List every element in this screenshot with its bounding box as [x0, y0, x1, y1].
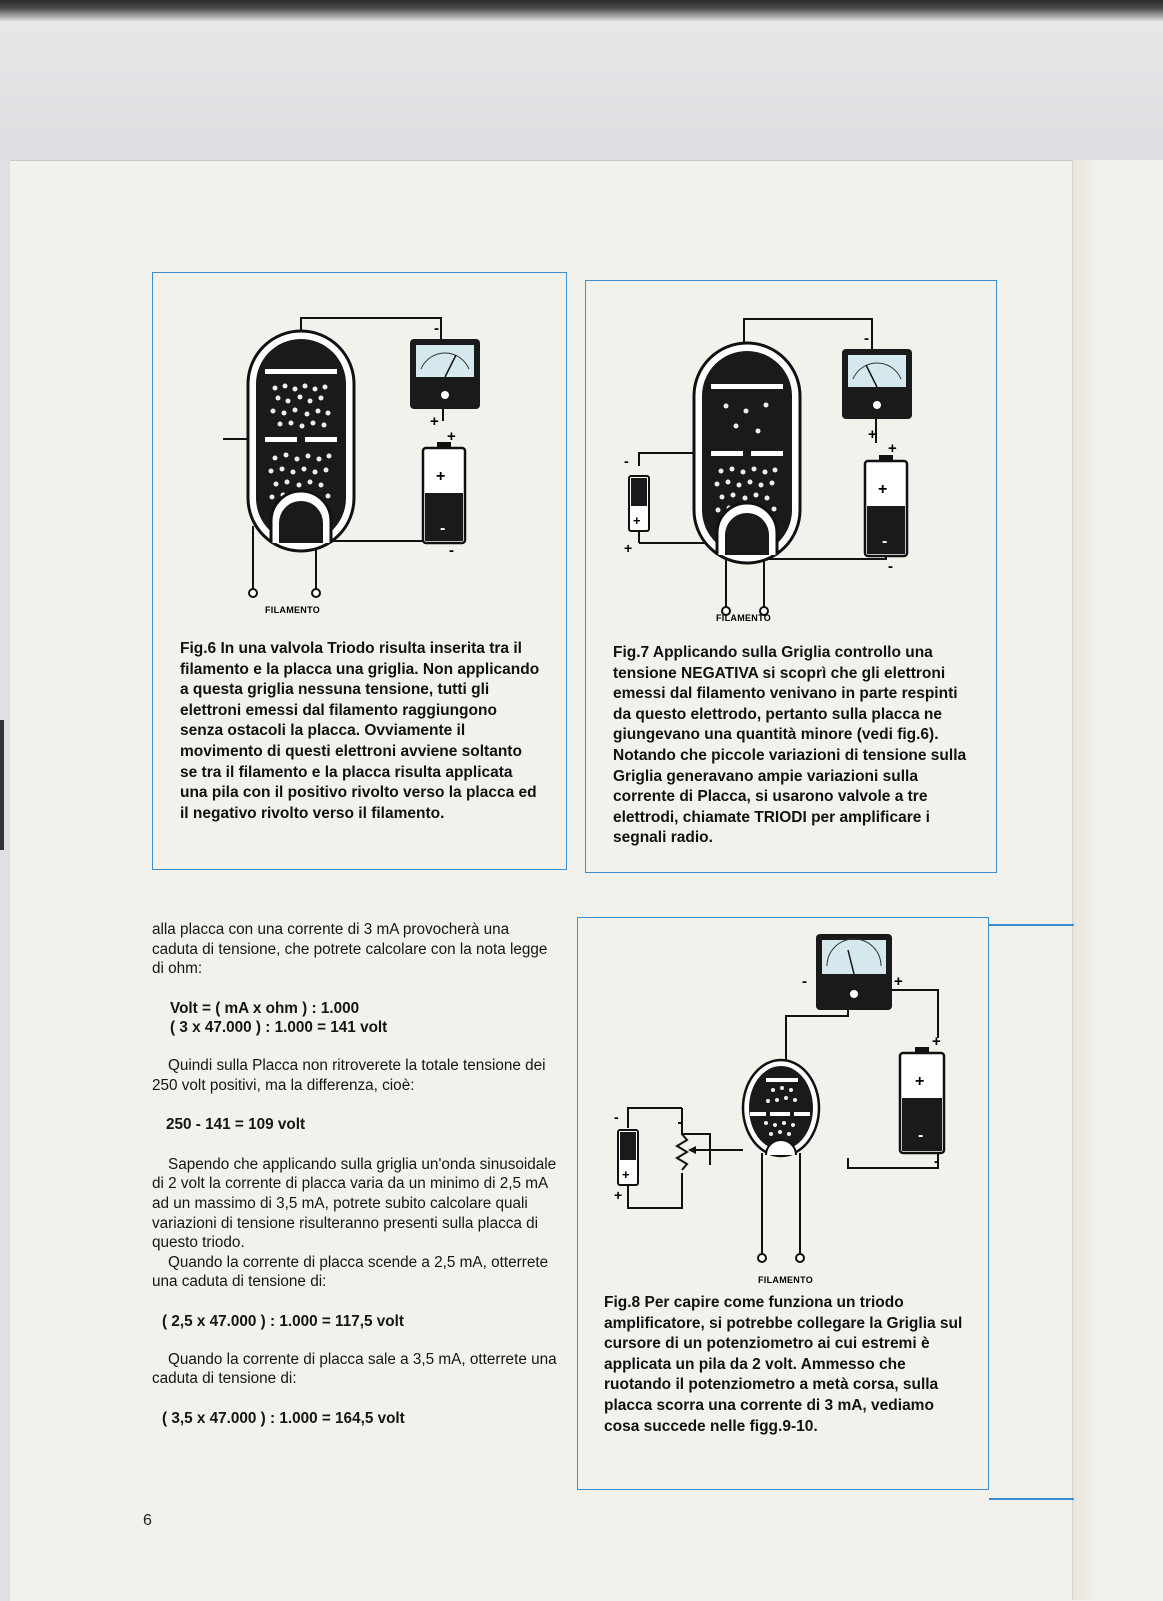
page-number: 6 [143, 1512, 152, 1529]
svg-text:+: + [622, 1167, 630, 1182]
paragraph-3: Sapendo che applicando sulla griglia un'onda sinusoidale di 2 volt la corrente di placca varia da un minimo di 2,5 mA ad un massimo di 3,5 mA, potrete subito calcolare quali variazioni di tensione risulteranno presenti sulla placca di questo triodo. [152, 1155, 557, 1252]
adjacent-page-edge [1072, 160, 1163, 1600]
equation-164: ( 3,5 x 47.000 ) : 1.000 = 164,5 volt [162, 1409, 405, 1427]
svg-text:-: - [449, 542, 454, 559]
svg-text:+: + [614, 1187, 623, 1203]
svg-text:+: + [447, 428, 456, 445]
svg-text:+: + [624, 540, 633, 556]
svg-text:+: + [932, 1033, 941, 1050]
fig6-diagram [153, 273, 565, 613]
svg-text:+: + [633, 513, 641, 528]
paragraph-2: Quindi sulla Placca non ritroverete la totale tensione dei 250 volt positivi, ma la differenza, cioè: [152, 1056, 546, 1094]
fig8-bottom-rule [989, 1498, 1074, 1500]
svg-text:+: + [868, 426, 877, 443]
svg-text:-: - [440, 520, 446, 537]
fig8-caption: Fig.8 Per capire come funziona un triodo amplificatore, si potrebbe collegare la Griglia sul cursore di un potenziometro ai cui estremi è applicata un pila da 2 volt. Ammesso che ruotando il potenziometro a metà corsa, sulla placca scorra una corrente di 3 mA, vediamo cosa succede nelle figg.9-10. [604, 1294, 963, 1435]
article-body [152, 920, 558, 1428]
fig6-filament-label: FILAMENTO [265, 605, 321, 613]
equation-109: 250 - 141 = 109 volt [166, 1116, 306, 1134]
svg-text:+: + [888, 440, 897, 457]
fig8-top-rule [989, 924, 1074, 926]
svg-text:-: - [864, 330, 869, 347]
fig7-caption: Fig.7 Applicando sulla Griglia controllo una tensione NEGATIVA si scoprì che gli elettroni emessi dal filamento venivano in parte respinti da questo elettrodo, pertanto sulla placca ne giungevano una quantità minore (vedi fig.6). Notando che piccole variazioni di tensione sulla Griglia generavano ampie variazioni sulla corrente di Placca, si usarono valvole a tre elettrodi, chiamate TRIODI per amplificare i segnali radio. [613, 644, 967, 847]
svg-text:-: - [434, 320, 439, 337]
svg-text:-: - [882, 533, 888, 550]
svg-text:+: + [915, 1073, 925, 1090]
svg-text:+: + [894, 973, 903, 990]
paragraph-1: alla placca con una corrente di 3 mA provocherà una caduta di tensione, che potrete calcolare con la nota legge di ohm: [152, 921, 548, 978]
svg-text:-: - [918, 1127, 924, 1144]
svg-text:-: - [802, 973, 807, 990]
fig8-diagram [578, 918, 988, 1288]
svg-text:-: - [614, 1109, 619, 1125]
fig6-caption: Fig.6 In una valvola Triodo risulta inserita tra il filamento e la placca una griglia. Non applicando a questa griglia nessuna tensione, tutti gli elettroni emessi dal filamento raggiungono senza ostacoli la placca. Ovviamente il movimento di questi elettroni avviene soltanto se tra il filamento e la placca risulta applicata una pila con il positivo rivolto verso la placca ed il negativo rivolto verso il filamento. [180, 640, 540, 822]
fig8-filament-label: FILAMENTO [758, 1275, 814, 1285]
paragraph-5: Quando la corrente di placca sale a 3,5 mA, otterrete una caduta di tensione di: [152, 1350, 557, 1388]
equation-ohm: Volt = ( mA x ohm ) : 1.000 [170, 999, 360, 1017]
fig7-diagram [586, 281, 996, 631]
svg-text:+: + [436, 468, 446, 485]
binding-mark [0, 720, 4, 850]
fig8-box [577, 917, 989, 1490]
scanner-background [0, 0, 1163, 160]
fig7-filament-label: FILAMENTO [716, 613, 772, 623]
svg-text:-: - [934, 1153, 939, 1170]
svg-text:-: - [888, 558, 893, 575]
equation-117: ( 2,5 x 47.000 ) : 1.000 = 117,5 volt [162, 1312, 404, 1330]
fig6-box [152, 272, 567, 870]
fig7-box [585, 280, 997, 873]
svg-text:-: - [624, 453, 629, 469]
paragraph-4: Quando la corrente di placca scende a 2,5 mA, otterrete una caduta di tensione di: [152, 1253, 549, 1291]
equation-141: ( 3 x 47.000 ) : 1.000 = 141 volt [170, 1019, 388, 1037]
svg-text:+: + [430, 413, 439, 430]
svg-text:+: + [878, 481, 888, 498]
